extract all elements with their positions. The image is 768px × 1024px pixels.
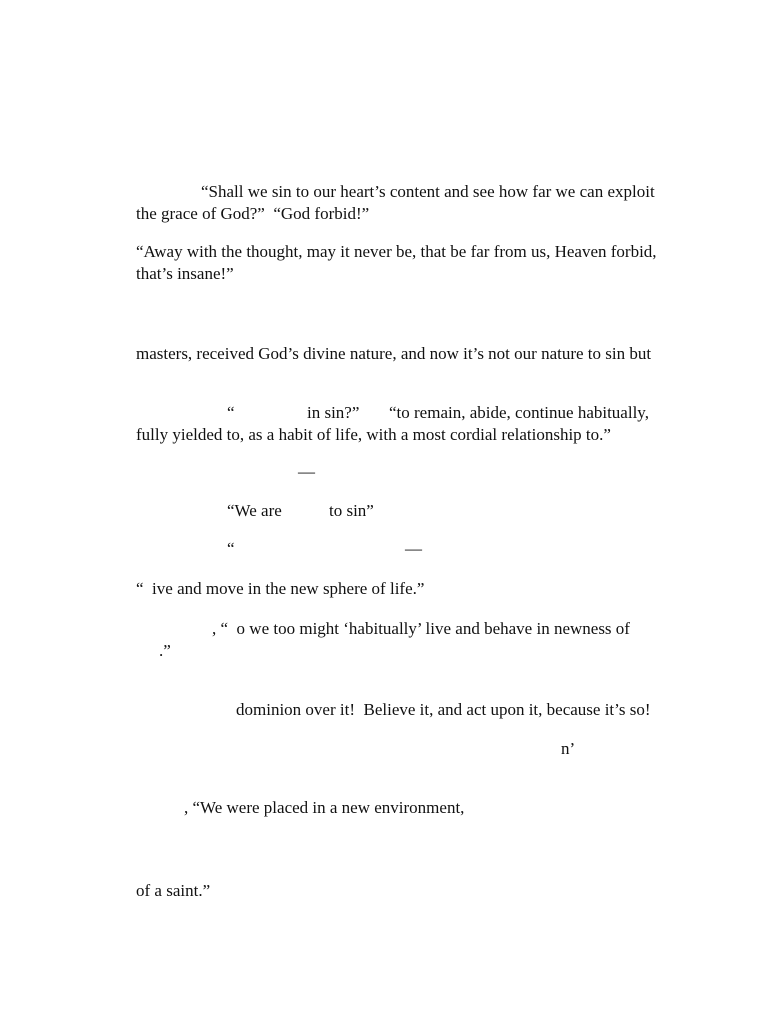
text-line: of a saint.” xyxy=(136,881,211,900)
text-line: , “We were placed in a new environment, xyxy=(184,798,465,817)
text-line: “Shall we sin to our heart’s content and see how far we can exploit xyxy=(201,182,655,201)
text-line: dominion over it! Believe it, and act upon it, because it’s so! xyxy=(236,700,651,719)
text-line: the grace of God?” “God forbid!” xyxy=(136,204,370,223)
text-line: in sin?” xyxy=(307,403,360,422)
text-line: to sin” xyxy=(329,501,374,520)
text-line: “to remain, abide, continue habitually, xyxy=(389,403,649,422)
text-line: fully yielded to, as a habit of life, with a most cordial relationship to.” xyxy=(136,425,611,444)
text-line: “ xyxy=(227,539,235,558)
text-line: “ ive and move in the new sphere of life.” xyxy=(136,579,425,598)
text-line: that’s insane!” xyxy=(136,264,234,283)
text-line: n’ xyxy=(561,739,576,758)
text-line: — xyxy=(405,539,422,558)
text-line: , “ o we too might ‘habitually’ live and behave in newness of xyxy=(212,619,630,638)
text-line: .” xyxy=(159,641,171,660)
text-line: “Away with the thought, may it never be, that be far from us, Heaven forbid, xyxy=(136,242,657,261)
text-line: masters, received God’s divine nature, and now it’s not our nature to sin but xyxy=(136,344,652,363)
text-line: “ xyxy=(227,403,235,422)
text-line: — xyxy=(298,462,315,481)
text-line: “We are xyxy=(227,501,282,520)
